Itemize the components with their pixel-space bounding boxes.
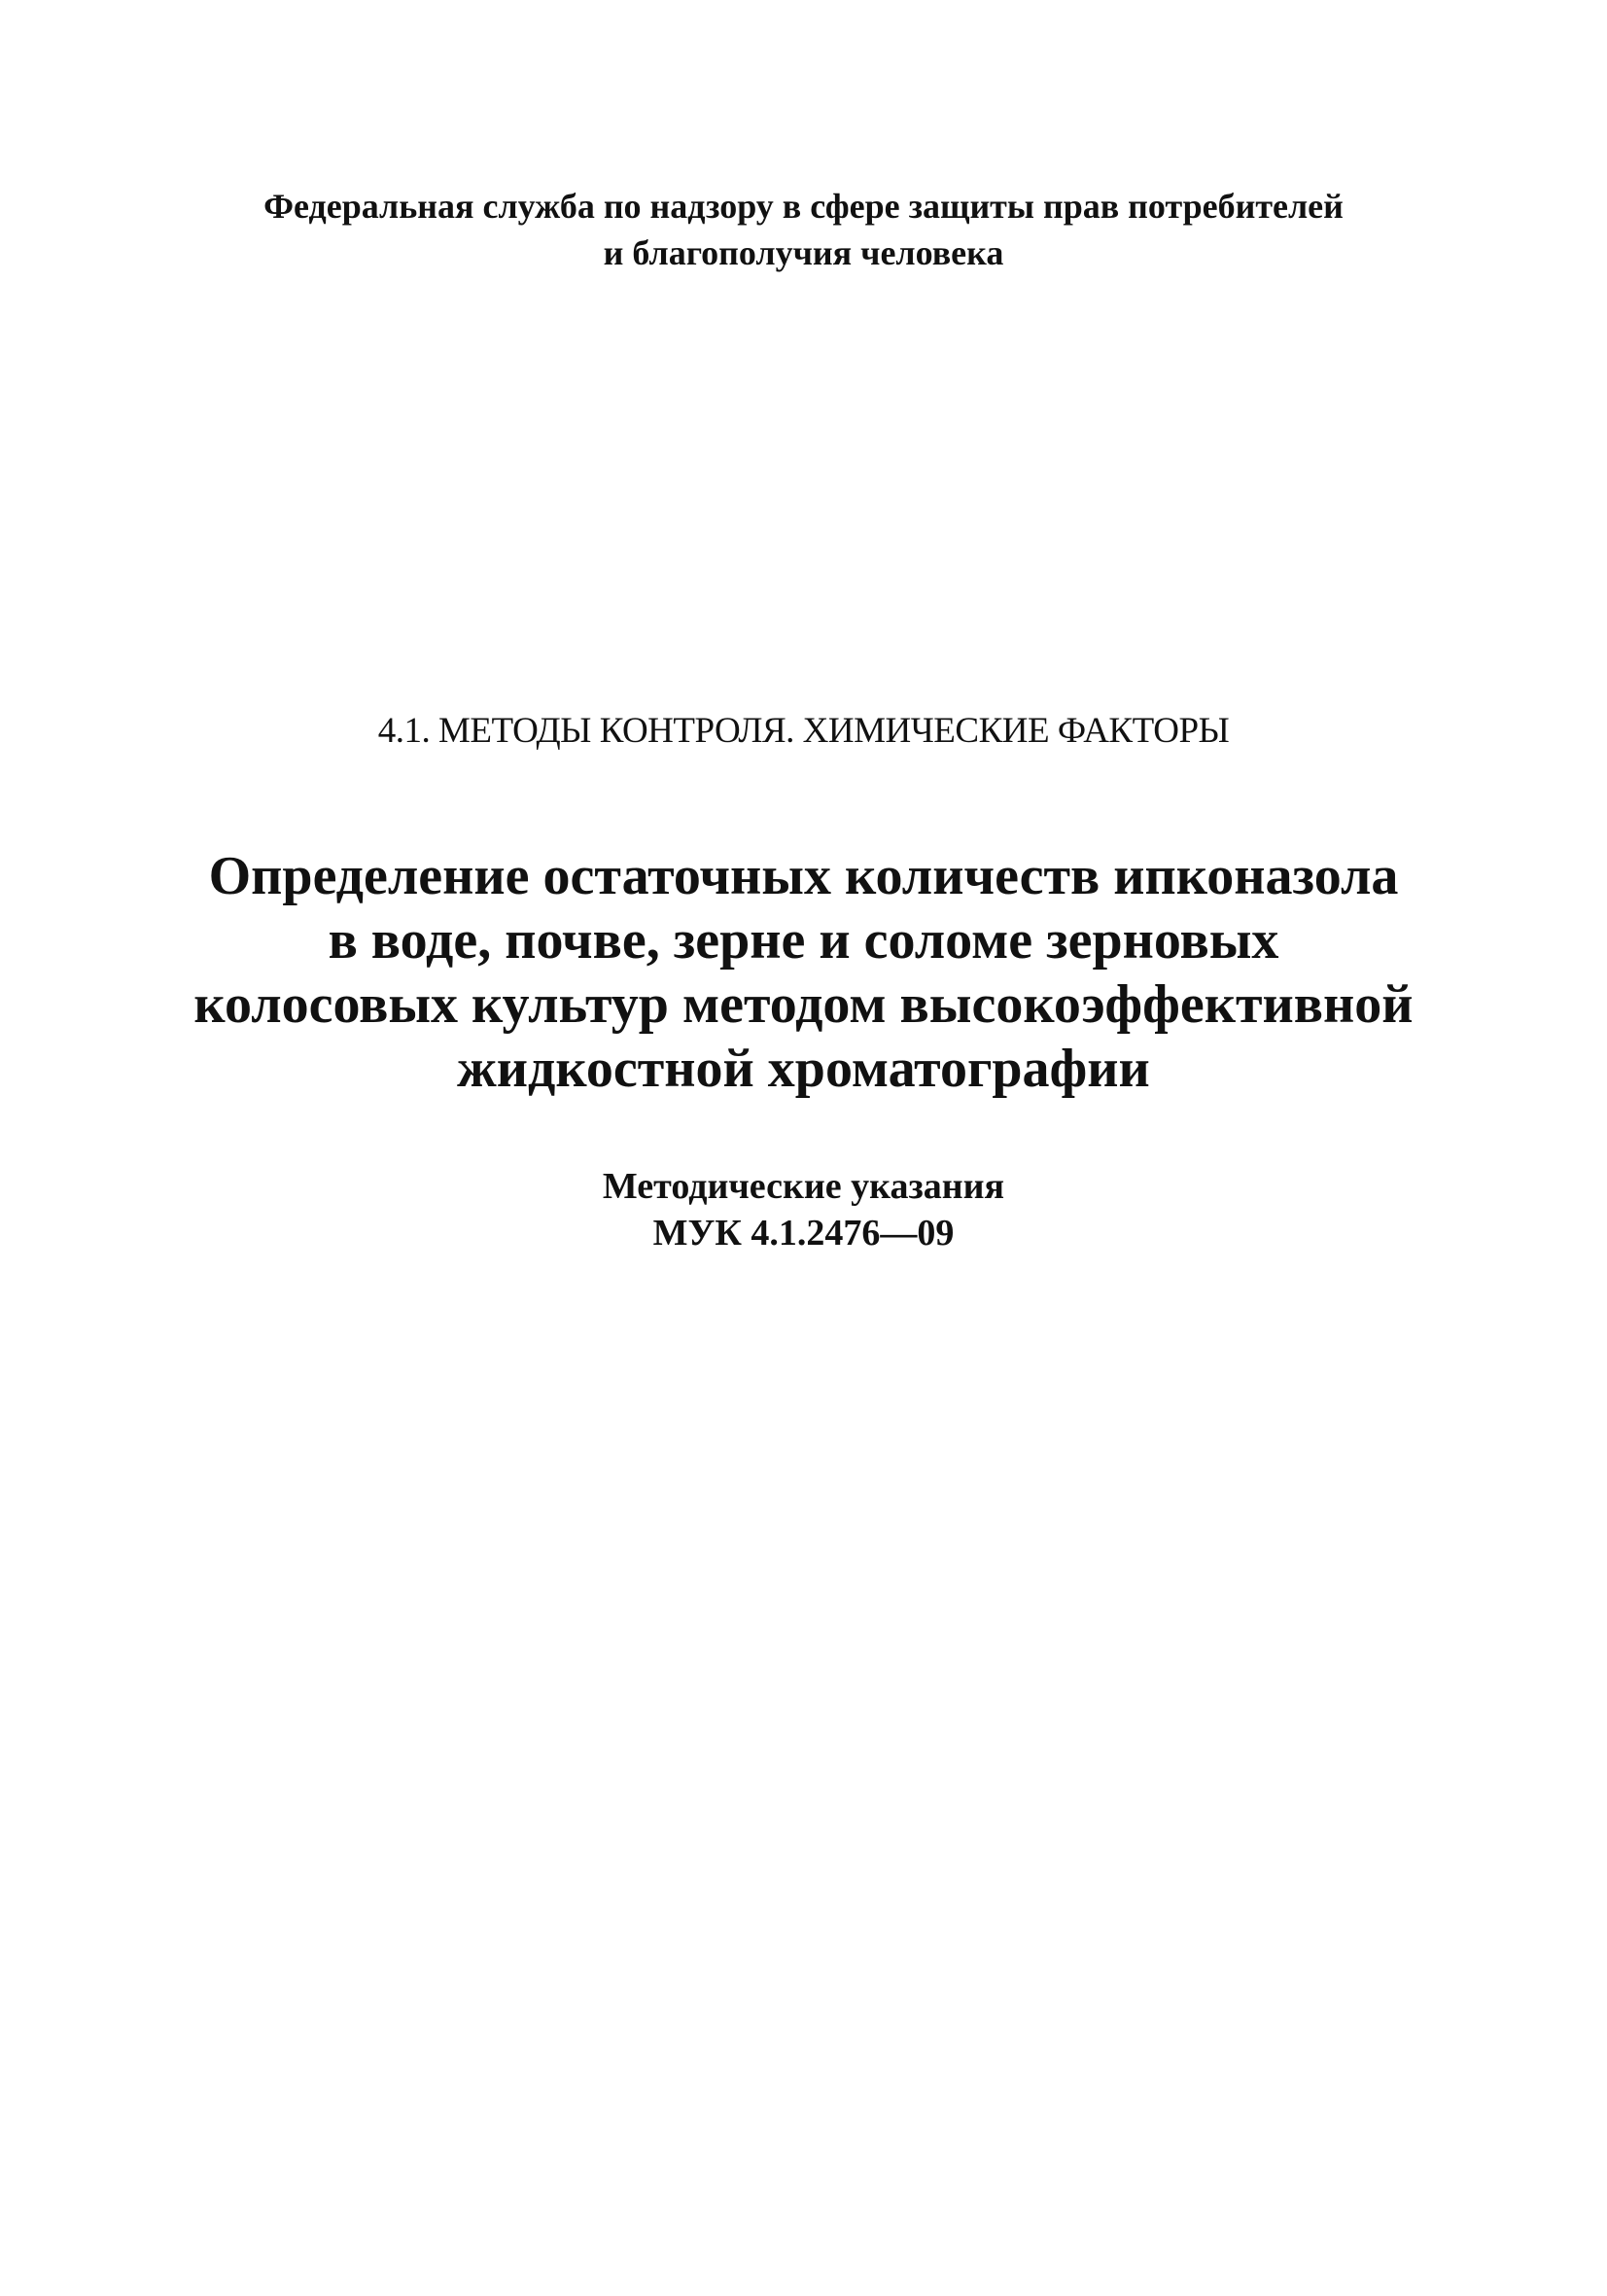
document-code: МУК 4.1.2476—09 [652,1213,955,1254]
title-line-4: жидкостной хроматографии [457,1039,1150,1099]
agency-name-line-1: Федеральная служба по надзору в сфере защиты прав потребителей [263,187,1344,226]
series-heading: 4.1. МЕТОДЫ КОНТРОЛЯ. ХИМИЧЕСКИЕ ФАКТОРЫ [377,711,1230,751]
agency-header [0,183,1607,276]
document-type [0,1163,1607,1256]
document-type-label: Методические указания [602,1166,1005,1207]
title-line-3: колосовых культур методом высокоэффективной [193,974,1414,1035]
document-title [0,844,1607,1101]
title-line-1: Определение остаточных количеств ипконазола [208,846,1399,906]
agency-name-line-2: и благополучия человека [603,233,1004,272]
title-line-2: в воде, почве, зерне и соломе зерновых [328,910,1279,971]
